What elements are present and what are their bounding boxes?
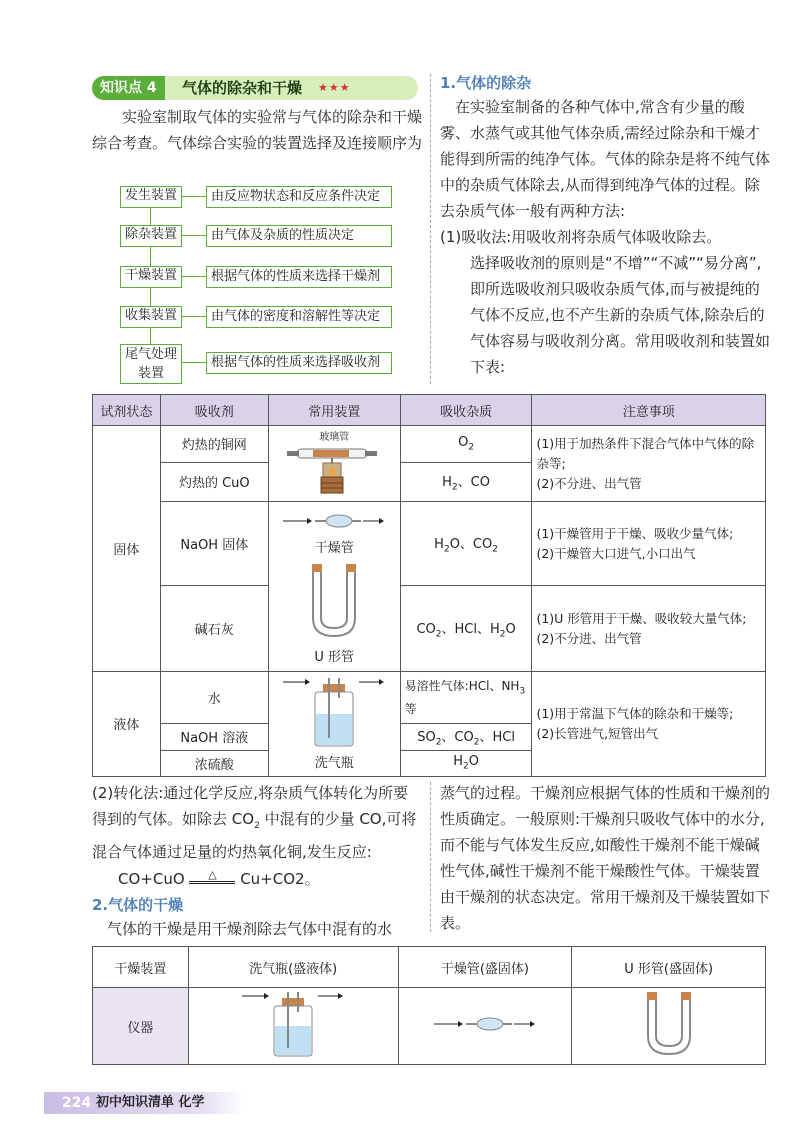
- note-cell: [532, 426, 766, 502]
- page-number: 224: [62, 1095, 92, 1111]
- table-row: [93, 586, 766, 672]
- section2-para-left: 气体的干燥是用干燥剂除去气体中混有的水: [107, 920, 393, 938]
- equation-left: CO+CuO: [118, 870, 185, 888]
- table-header: 吸收剂: [160, 395, 268, 426]
- flow-desc-collect: 由气体的密度和溶解性等决定: [206, 306, 392, 328]
- note-line: (1)用于常温下气体的除杂和干燥等;: [536, 705, 734, 721]
- wash-bottle-icon: [279, 676, 389, 748]
- absorbent-cell: 浓硫酸: [160, 750, 268, 776]
- table-header: 吸收杂质: [400, 395, 532, 426]
- table-header: 洗气瓶(盛液体): [188, 947, 398, 988]
- impurity-cell: $CO_2$、HCl、$H_2O$: [400, 586, 532, 672]
- u-tube-icon: [639, 990, 699, 1058]
- note-cell: [532, 586, 766, 672]
- absorbent-cell: NaOH 固体: [160, 502, 268, 586]
- u-tube-cell: [572, 988, 766, 1065]
- impurity-cell: $O_2$: [400, 426, 532, 463]
- section1-para2: (1)吸收法:用吸收剂将杂质气体吸收除去。: [440, 228, 722, 246]
- glass-tube-cell: [268, 426, 400, 502]
- flow-box-generate: 发生装置: [120, 186, 182, 208]
- table-header: 干燥装置: [93, 947, 189, 988]
- wash-bottle-cell: [268, 672, 400, 777]
- wash-bottle-label: 洗气瓶: [314, 756, 354, 772]
- flow-box-collect: 收集装置: [120, 306, 182, 328]
- table-header: 干燥管(盛固体): [398, 947, 572, 988]
- note-line: (2)长管进气,短管出气: [536, 725, 659, 741]
- table-header-row: [93, 947, 766, 988]
- flow-box-purify: 除杂装置: [120, 225, 182, 247]
- drying-table: [92, 946, 766, 1065]
- glass-tube-icon: [279, 443, 389, 495]
- flow-desc-tail: 根据气体的性质来选择吸收剂: [206, 352, 392, 374]
- table-row: [93, 988, 766, 1065]
- equation-condition: △: [189, 869, 235, 884]
- absorbent-table: [92, 394, 766, 777]
- section1-title: 1.气体的除杂: [440, 74, 532, 92]
- section1-para4: (2)转化法:通过化学反应,将杂质气体转化为所要得到的气体。如除去 $CO_2$ 中混有的少量 CO,可将混合气体通过足量的灼热氧化铜,发生反应:: [92, 784, 417, 861]
- absorbent-cell: 水: [160, 672, 268, 724]
- row-label: 仪器: [93, 988, 189, 1065]
- u-tube-label: U 形管: [314, 649, 355, 665]
- table-row: [93, 672, 766, 724]
- equation-right: Cu+CO2。: [240, 870, 320, 888]
- drying-tube-cell: [398, 988, 572, 1065]
- flow-connector: [182, 362, 206, 363]
- absorbent-cell: NaOH 溶液: [160, 724, 268, 751]
- column-divider: [430, 74, 431, 384]
- kp-title: 气体的除杂和干燥: [182, 79, 303, 97]
- note-line: (1)U 形管用于干燥、吸收较大量气体;: [536, 610, 747, 626]
- note-line: (1)干燥管用于干燥、吸收少量气体;: [536, 525, 734, 541]
- table-header: 试剂状态: [93, 395, 161, 426]
- flow-connector: [182, 235, 206, 236]
- state-liquid-cell: 液体: [93, 672, 161, 777]
- flow-chart: [92, 180, 422, 390]
- state-solid-cell: 固体: [93, 426, 161, 672]
- impurity-cell: 易溶性气体:HCl、$NH_3$ 等: [400, 672, 532, 724]
- section2-title: 2.气体的干燥: [92, 896, 184, 914]
- wash-bottle-icon: [238, 990, 348, 1058]
- flow-desc-dry: 根据气体的性质来选择干燥剂: [206, 266, 392, 288]
- kp-stars: ★★★: [318, 81, 351, 94]
- impurity-cell: $H_2$、CO: [400, 462, 532, 501]
- drying-tube-icon: [430, 1012, 540, 1036]
- note-line: (2)不分进、出气管: [536, 475, 642, 491]
- section1-para3: 选择吸收剂的原则是“不增”“不减”“易分离”,即所选吸收剂只吸收杂质气体,而与被提纯的气体不反应,也不产生新的杂质气体,除杂后的气体容易与吸收剂分离。常用吸收剂和装置如下表:: [470, 254, 771, 376]
- drying-tube-label: 干燥管: [314, 540, 354, 556]
- flow-box-dry: 干燥装置: [120, 266, 182, 288]
- table-row: [93, 426, 766, 463]
- wash-bottle-cell: [188, 988, 398, 1065]
- table-header: 注意事项: [532, 395, 766, 426]
- section2-para-right: 蒸气的过程。干燥剂应根据气体的性质和干燥剂的性质确定。一般原则:干燥剂只吸收气体中的水分,而不能与气体发生反应,如酸性干燥剂不能干燥碱性气体,碱性干燥剂不能干燥酸性气体。干燥装置由干燥剂的状态决定。常用干燥剂及干燥装置如下表。: [440, 784, 771, 932]
- table-header: U 形管(盛固体): [572, 947, 766, 988]
- flow-desc-purify: 由气体及杂质的性质决定: [206, 225, 392, 247]
- flow-desc-generate: 由反应物状态和反应条件决定: [206, 186, 392, 208]
- drying-u-cell: [268, 502, 400, 672]
- footer-book-title: 初中知识清单 化学: [96, 1095, 205, 1110]
- note-line: (2)不分进、出气管: [536, 630, 642, 646]
- section1-para1: 在实验室制备的各种气体中,常含有少量的酸雾、水蒸气或其他气体杂质,需经过除杂和干燥才能得到所需的纯净气体。气体的除杂是将不纯气体中的杂质气体除去,从而得到纯净气体的过程。除去杂质气体一般有两种方法:: [440, 98, 771, 220]
- absorbent-cell: 碱石灰: [160, 586, 268, 672]
- table-header: 常用装置: [268, 395, 400, 426]
- flow-box-tail: 尾气处理装置: [120, 344, 182, 384]
- glass-tube-label: 玻璃管: [319, 432, 350, 443]
- impurity-cell: $SO_2$、$CO_2$、HCl: [400, 724, 532, 751]
- u-tube-icon: [304, 562, 364, 642]
- drying-tube-icon: [279, 509, 389, 533]
- impurity-cell: $H_2O$: [400, 750, 532, 776]
- flow-connector: [182, 196, 206, 197]
- column-divider: [430, 782, 431, 932]
- note-line: (2)干燥管大口进气,小口出气: [536, 545, 696, 561]
- equation: [118, 866, 418, 892]
- absorbent-cell: 灼热的 CuO: [160, 462, 268, 501]
- kp-tag: 知识点 4: [92, 76, 165, 100]
- note-cell: [532, 502, 766, 586]
- absorbent-cell: 灼热的铜网: [160, 426, 268, 463]
- impurity-cell: $H_2O$、$CO_2$: [400, 502, 532, 586]
- table-row: [93, 502, 766, 586]
- table-header-row: [93, 395, 766, 426]
- note-cell: [532, 672, 766, 777]
- note-line: (1)用于加热条件下混合气体中气体的除杂等;: [536, 435, 755, 471]
- flow-connector: [182, 276, 206, 277]
- flow-connector: [182, 316, 206, 317]
- kp-intro: 实验室制取气体的实验常与气体的除杂和干燥综合考查。气体综合实验的装置选择及连接顺序为: [92, 108, 423, 152]
